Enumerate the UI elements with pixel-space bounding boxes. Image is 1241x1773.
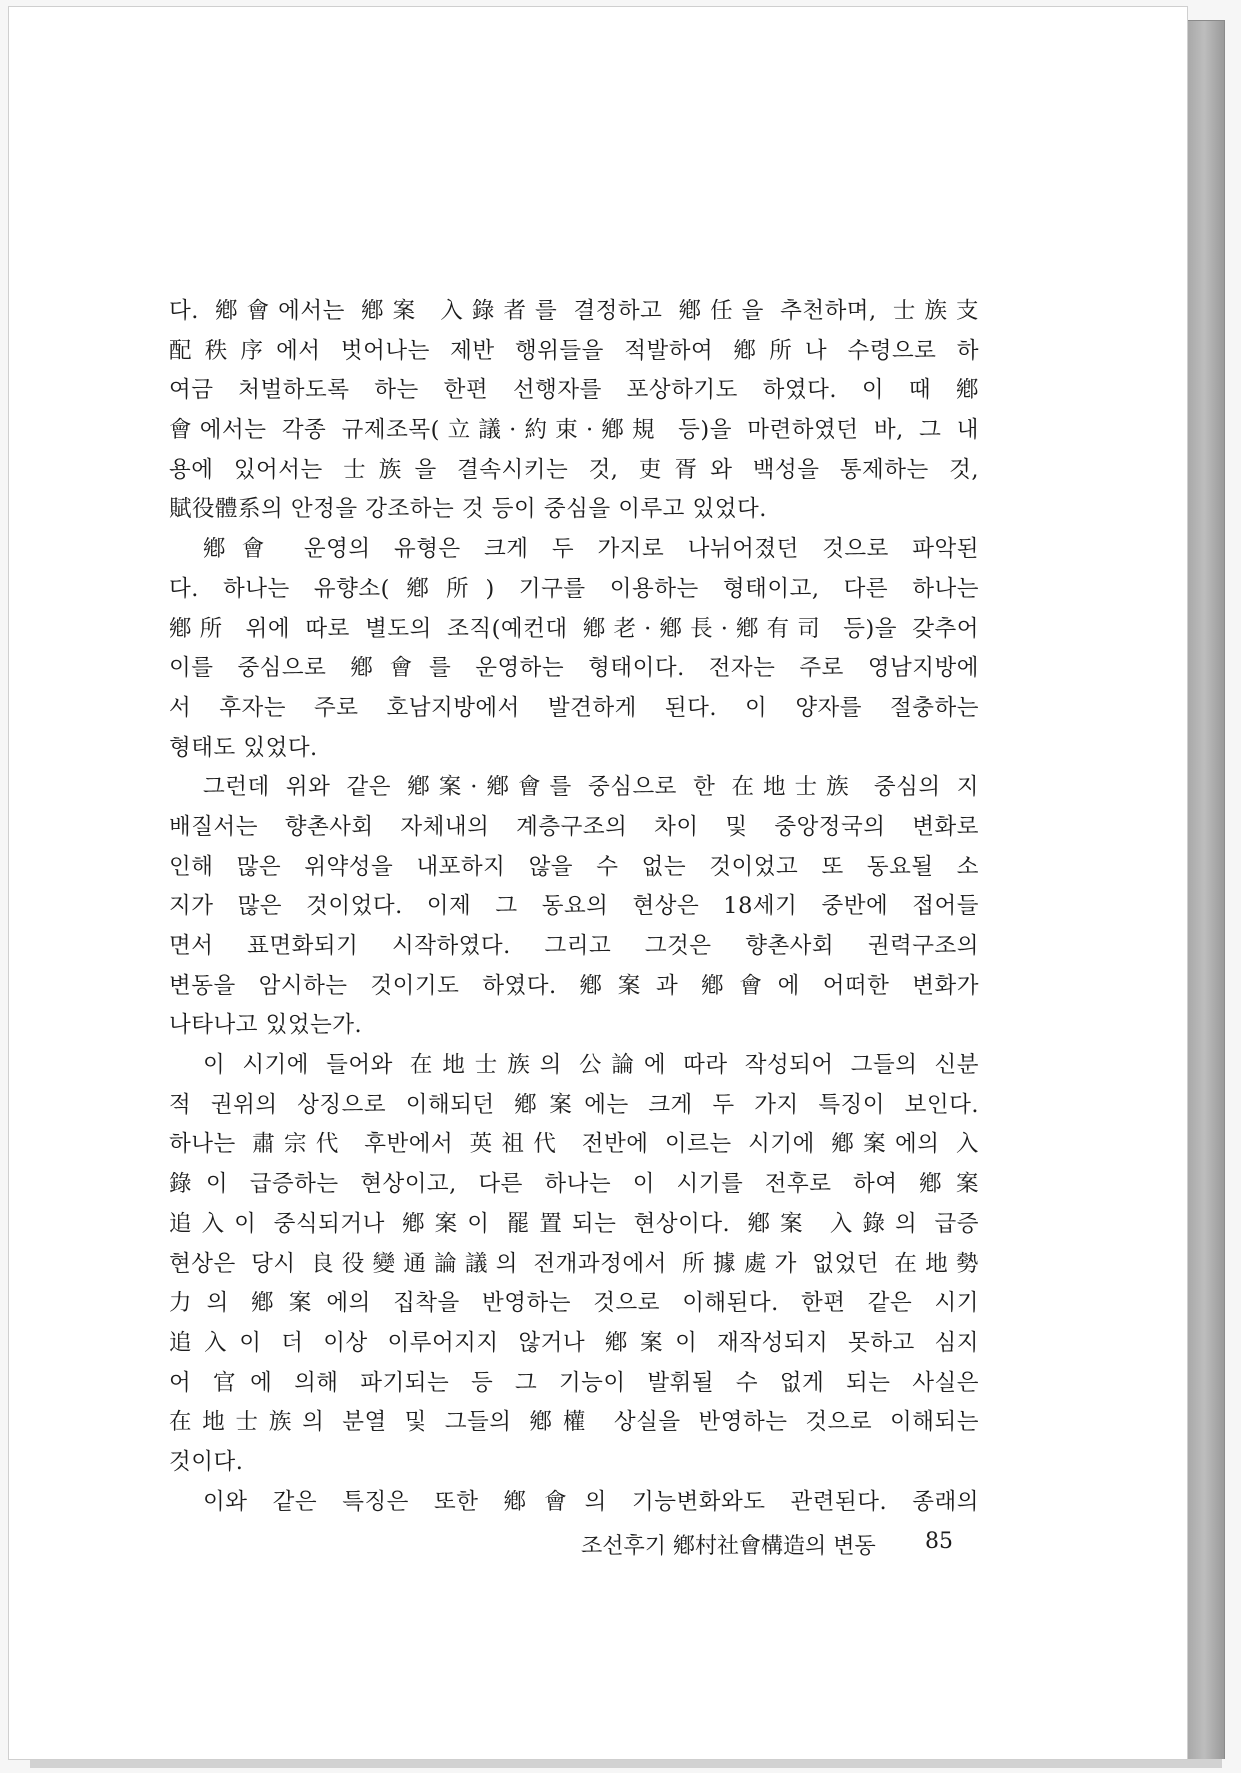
text-line: 인해 많은 위약성을 내포하지 않을 수 없는 것이었고 또 동요될 소 (169, 853, 979, 880)
text-line: 이 시기에 들어와 在地士族의 公論에 따라 작성되어 그들의 신분 (203, 1052, 979, 1079)
text-line: 형태도 있었다. (169, 734, 318, 761)
text-line: 力의 鄕案에의 집착을 반영하는 것으로 이해된다. 한편 같은 시기 (169, 1290, 979, 1317)
text-line: 配秩序에서 벗어나는 제반 행위들을 적발하여 鄕所나 수령으로 하 (169, 337, 979, 364)
text-line: 다. 하나는 유향소(鄕所) 기구를 이용하는 형태이고, 다른 하나는 (169, 575, 979, 602)
text-line: 이를 중심으로 鄕會를 운영하는 형태이다. 전자는 주로 영남지방에 (169, 655, 979, 682)
text-line: 변동을 암시하는 것이기도 하였다. 鄕案과 鄕會에 어떠한 변화가 (169, 972, 979, 999)
text-line: 鄕所 위에 따로 별도의 조직(예컨대 鄕老·鄕長·鄕有司 등)을 갖추어 (169, 615, 979, 642)
text-line: 면서 표면화되기 시작하였다. 그리고 그것은 향촌사회 권력구조의 (169, 933, 979, 959)
text-line: 在地士族의 분열 및 그들의 鄕權 상실을 반영하는 것으로 이해되는 (169, 1409, 979, 1436)
page-footer (581, 1529, 953, 1560)
book-page (8, 6, 1188, 1760)
text-line: 어 官에 의해 파기되는 등 그 기능이 발휘될 수 없게 되는 사실은 (169, 1369, 979, 1396)
text-line: 현상은 당시 良役變通論議의 전개과정에서 所據處가 없었던 在地勢 (169, 1250, 979, 1277)
text-line: 會에서는 각종 규제조목(立議·約束·鄕規 등)을 마련하였던 바, 그 내 (169, 417, 979, 444)
text-line: 이와 같은 특징은 또한 鄕會의 기능변화와도 관련된다. 종래의 (203, 1488, 979, 1515)
text-line: 錄이 급증하는 현상이고, 다른 하나는 이 시기를 전후로 하여 鄕案 (169, 1171, 979, 1198)
text-line: 여금 처벌하도록 하는 한편 선행자를 포상하기도 하였다. 이 때 鄕 (169, 377, 979, 404)
text-line: 것이다. (169, 1448, 244, 1475)
text-line: 鄕會 운영의 유형은 크게 두 가지로 나뉘어졌던 것으로 파악된 (203, 536, 979, 563)
text-line: 나타나고 있었는가. (169, 1012, 363, 1039)
text-line: 하나는 肅宗代 후반에서 英祖代 전반에 이르는 시기에 鄕案에의 入 (169, 1131, 979, 1158)
text-line: 追入이 중식되거나 鄕案이 罷置되는 현상이다. 鄕案 入錄의 급증 (169, 1210, 979, 1237)
text-line: 지가 많은 것이었다. 이제 그 동요의 현상은 18세기 중반에 접어들 (169, 893, 979, 920)
text-line: 그런데 위와 같은 鄕案·鄕會를 중심으로 한 在地士族 중심의 지 (203, 774, 979, 801)
text-line: 다. 鄕會에서는 鄕案 入錄者를 결정하고 鄕任을 추천하며, 士族支 (169, 298, 979, 324)
text-line: 서 후자는 주로 호남지방에서 발견하게 된다. 이 양자를 절충하는 (169, 694, 979, 721)
body-text (169, 292, 979, 1522)
text-line: 적 권위의 상징으로 이해되던 鄕案에는 크게 두 가지 특징이 보인다. (169, 1091, 979, 1118)
page-edge (1188, 20, 1225, 1759)
text-line: 배질서는 향촌사회 자체내의 계층구조의 차이 및 중앙정국의 변화로 (169, 813, 979, 840)
text-line: 용에 있어서는 士族을 결속시키는 것, 吏胥와 백성을 통제하는 것, (169, 456, 979, 483)
text-line: 賦役體系의 안정을 강조하는 것 등이 중심을 이루고 있었다. (169, 496, 767, 523)
running-title: 조선후기 鄕村社會構造의 변동 (581, 1534, 876, 1559)
text-line: 追入이 더 이상 이루어지지 않거나 鄕案이 재작성되지 못하고 심지 (169, 1329, 979, 1356)
page-number: 85 (925, 1529, 953, 1554)
